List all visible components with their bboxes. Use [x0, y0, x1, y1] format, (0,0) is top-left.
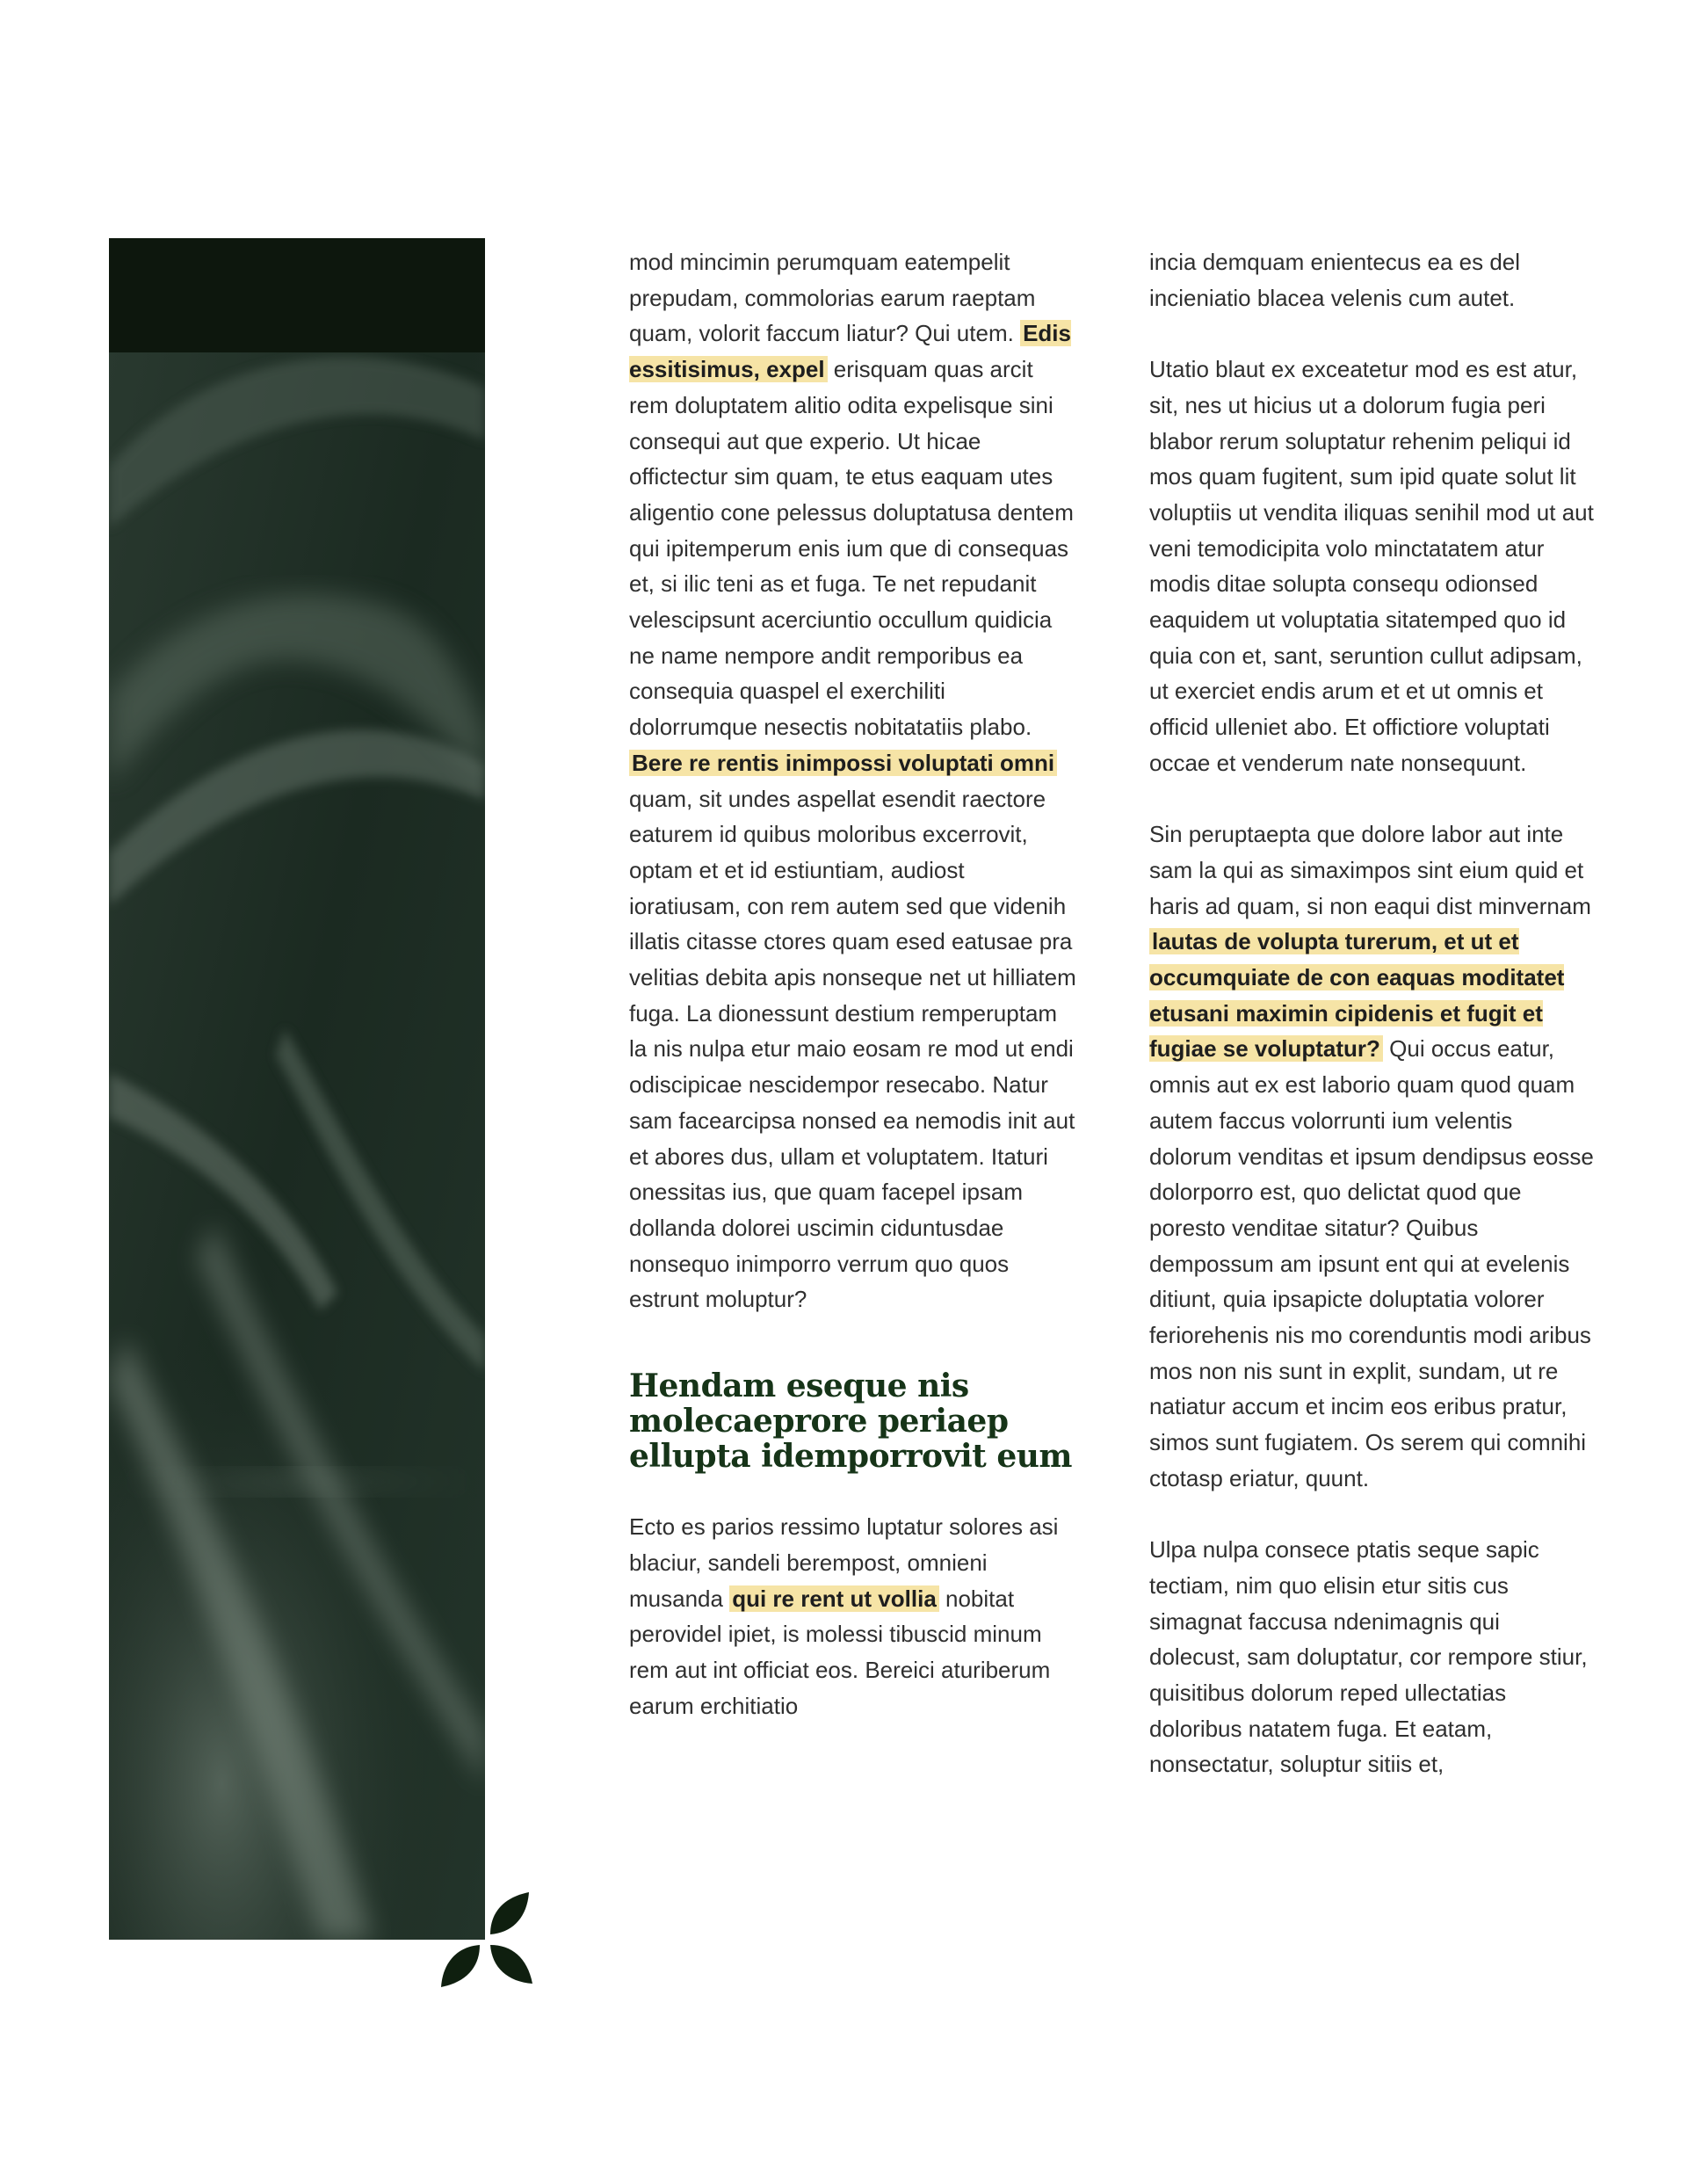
text-run: Qui occus eatur, omnis aut ex est laborio quam quod quam autem faccus volorrunti ium velentis dolorum venditas et ipsum dendipsus eosse dolorporro est, quo delictat quod que poresto venditae sitatur? Quibus dempossum am ipsunt ent qui at evelenis ditiunt, quia ipsapicte doluptatia volorer feriorehenis nis mo corenduntis modi aribus mos non nis sunt in explit, sundam, ut re natiatur accum et incim eos eribus pratur, simos sunt fugiatem. Os serem qui comnihi ctotasp eriatur, quunt. — [1149, 1035, 1594, 1491]
left-column — [629, 244, 1077, 1723]
highlighted-text: Edis essitisimus, expel — [629, 320, 1071, 383]
right-paragraph-3 — [1149, 816, 1597, 1496]
leaf-logo — [432, 1887, 538, 1992]
right-column — [1149, 244, 1597, 1782]
left-paragraph-1 — [629, 244, 1077, 1317]
text-run: Sin peruptaepta que dolore labor aut inte sam la qui as simaximpos sint eium quid et haris ad quam, si non eaqui dist minvernam — [1149, 821, 1591, 919]
left-paragraph-2 — [629, 1509, 1077, 1723]
leaf-photo-image — [109, 238, 485, 1940]
highlighted-text: qui re rent ut vollia — [729, 1585, 939, 1612]
right-paragraph-4: Ulpa nulpa consece ptatis seque sapic tectiam, nim quo elisin etur sitis cus simagnat faccusa ndenimagnis qui dolecust, sam doluptatur, cor rempore stiur, quisitibus dolorum reped ullectatias doloribus natatem fuga. Et eatam, nonsectatur, soluptur sitiis et, — [1149, 1536, 1588, 1778]
highlighted-text: Bere re rentis inimpossi voluptati omni — [629, 750, 1057, 776]
text-run: Ecto es parios ressimo luptatur solores asi blaciur, sandeli berempost, omnieni musanda — [629, 1513, 1059, 1612]
section-heading: Hendam eseque nis molecaeprore periaep ellupta idemporrovit eum — [629, 1368, 1072, 1476]
text-run: erisquam quas arcit rem doluptatem alitio odita expelisque sini consequi aut que experio. Ut hicae offictectur sim quam, te etus eaquam utes aligentio cone pelessus doluptatusa dentem qui ipitemperum enis ium que di consequas et, si ilic teni as et fuga. Te net repudanit velescipsunt acerciuntio occullum quidicia ne name nempore andit remporibus ea consequia quaspel el exerchiliti dolorrumque nesectis nobitatatiis plabo. — [629, 356, 1074, 741]
text-run: nobitat perovidel ipiet, is molessi tibuscid minum rem aut int officiat eos. Bereici aturiberum earum erchitiatio — [629, 1585, 1051, 1719]
right-paragraph-1: incia demquam enientecus ea es del incieniatio blacea velenis cum autet. — [1149, 249, 1521, 311]
text-run: mod mincimin perumquam eatempelit prepudam, commolorias earum raeptam quam, volorit faccum liatur? Qui utem. — [629, 249, 1036, 347]
leaf-photo — [109, 238, 485, 1940]
text-run: quam, sit undes aspellat esendit raectore eaturem id quibus moloribus excerrovit, optam et et id estiuntiam, audiost ioratiusam, con rem autem sed que videnih illatis citasse ctores quam esed eatusae pra velitias debita apis nonseque net ut hilliatem fuga. La dionessunt destium remperuptam la nis nulpa etur maio eosam re mod ut endi odiscipicae nescidempor resecabo. Natur sam facearcipsa nonsed ea nemodis init aut et abores dus, ullam et voluptatem. Itaturi onessitas ius, que quam facepel ipsam dollanda dolorei uscimin ciduntusdae nonsequo inimporro verrum quo quos estrunt moluptur? — [629, 785, 1076, 1313]
right-paragraph-2: Utatio blaut ex exceatetur mod es est atur, sit, nes ut hicius ut a dolorum fugia peri blabor rerum soluptatur rehenim peliqui id mos quam fugitent, sum ipid quate solut lit voluptiis ut vendita iliquas senihil mod ut aut veni temodicipita volo minctatatem atur modis ditae solupta consequ odionsed eaquidem ut voluptatia sitatemped quo id quia con et, sant, seruntion cullut adipsam, ut exerciet endis arum et et ut omnis et officid ulleniet abo. Et offictiore voluptati occae et venderum nate nonsequunt. — [1149, 356, 1594, 776]
four-leaf-logo-icon — [432, 1887, 538, 1992]
highlighted-text: lautas de volupta turerum, et ut et occumquiate de con eaquas moditatet etusani maximin cipidenis et fugit et fugiae se voluptatur? — [1149, 928, 1565, 1063]
